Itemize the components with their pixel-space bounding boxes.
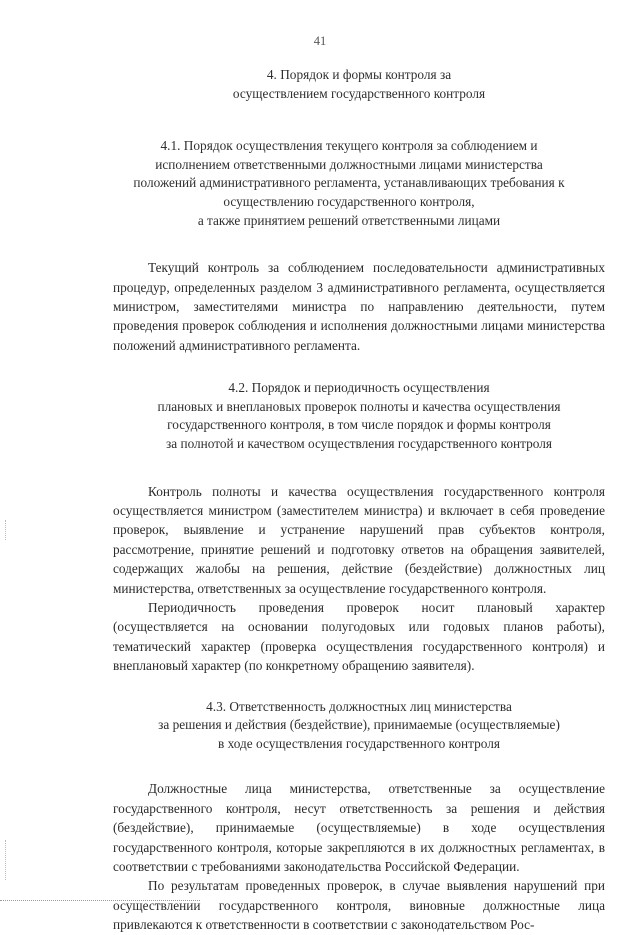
page-number: 41 [313,34,327,48]
document-body [113,66,605,935]
section-4-3-heading [113,698,605,754]
heading-line: исполнением ответственными должностными лицами министерства [155,156,543,172]
heading-line: в ходе осуществления государственного контроля [218,735,500,751]
heading-line: плановых и внеплановых проверок полноты и качества осуществления [157,398,561,414]
section-4-heading [113,66,605,103]
paragraph: По результатам проведенных проверок, в случае выявления нарушений при осуществлении государственного контроля, виновные должностные лица привлекаются к ответственности в соответствии с законодательством Рос- [113,878,605,933]
paragraph: Периодичность проведения проверок носит плановый характер (осуществляется на основании полугодовых или годовых планов работы), тематический характер (проверка осуществления государственного контроля) и внеплановый характер (по конкретному обращению заявителя). [113,600,605,674]
margin-mark [5,520,7,540]
margin-mark [5,840,7,880]
paragraph: Должностные лица министерства, ответственные за осуществление государственного контроля, несут ответственность за решения и действия (бездействие), принимаемые (осуществляемые) в ходе осуществления государственного контроля, которые закрепляются в их должностных регламентах, в соответствии с требованиями законодательства Российской Федерации. [113,781,605,875]
heading-line: осуществлению государственного контроля, [223,193,475,209]
heading-line: 4. Порядок и формы контроля за [266,67,452,82]
heading-line: 4.1. Порядок осуществления текущего контроля за соблюдением и [160,138,538,154]
heading-line: государственного контроля, в том числе порядок и формы контроля [167,417,551,433]
section-4-2-heading [113,379,605,453]
heading-line: 4.3. Ответственность должностных лиц министерства [206,698,512,714]
heading-line: осуществлением государственного контроля [232,85,486,101]
paragraph: Текущий контроль за соблюдением последовательности административных процедур, определенных разделом 3 административного регламента, осуществляется министром, заместителями министра по направлению деятельности, путем проведения проверок соблюдения и исполнения должностными лицами министерства положений административного регламента. [113,260,605,353]
heading-line: а также принятием решений ответственными лицами [197,212,501,228]
heading-line: за решения и действия (бездействие), принимаемые (осуществляемые) [158,717,560,733]
bottom-dotted-rule [0,900,200,901]
section-4-1-heading [83,137,615,230]
paragraph: Контроль полноты и качества осуществления государственного контроля осуществляется министром (заместителем министра) и включает в себя проведение проверок, выявление и устранение нарушений прав субъектов контроля, рассмотрение, принятие решений и подготовку ответов на обращения заявителей, содержащих жалобы на решения, действие (бездействие) должностных лиц министерства, ответственных за осуществление государственного контроля. [113,483,605,596]
heading-line: 4.2. Порядок и периодичность осуществления [228,380,490,396]
heading-line: положений административного регламента, устанавливающих требования к [133,175,565,191]
heading-line: за полнотой и качеством осуществления государственного контроля [165,435,553,451]
